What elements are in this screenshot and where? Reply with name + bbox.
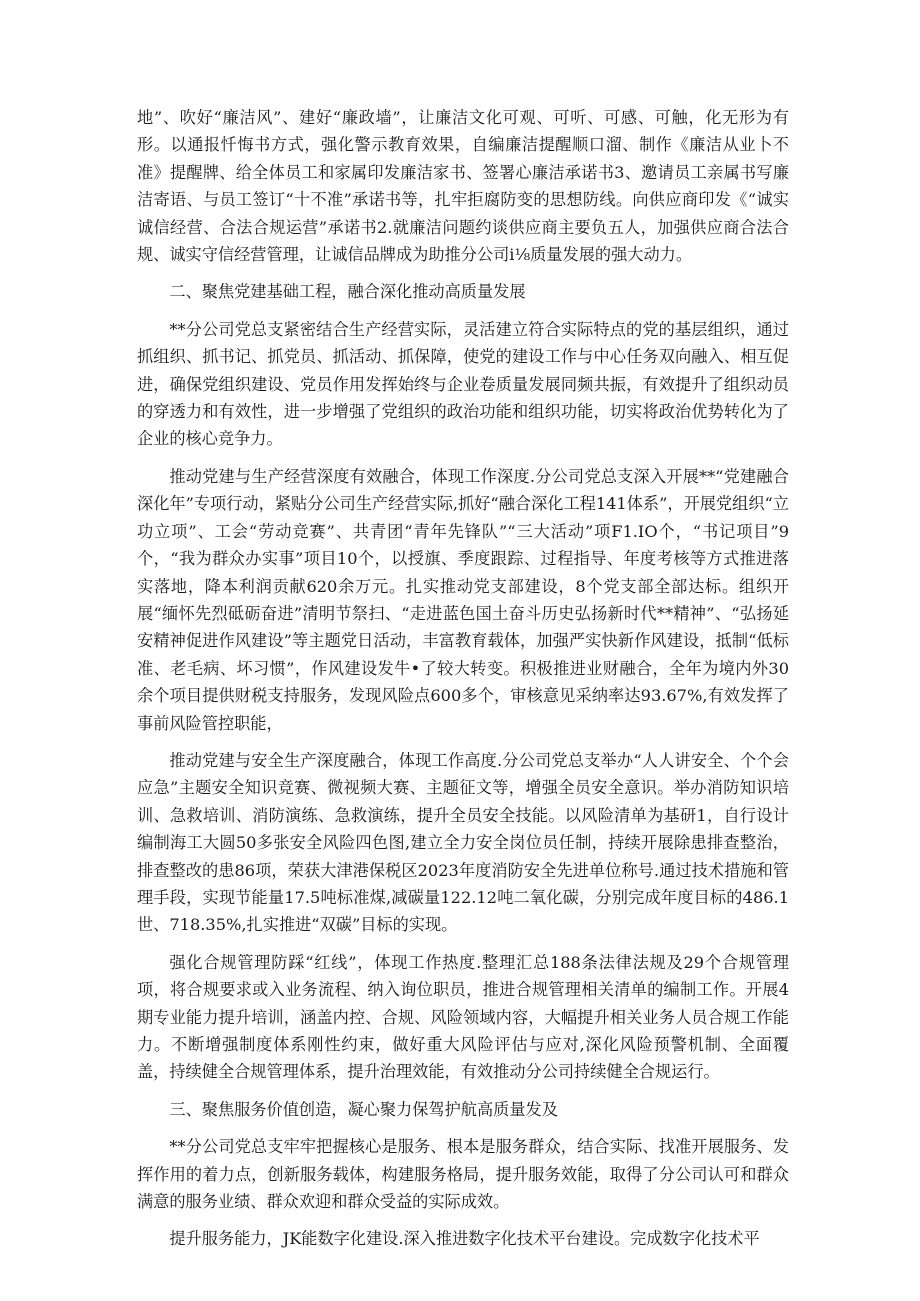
paragraph-party-branch-org: **分公司党总支紧密结合生产经营实际，灵活建立符合实际特点的党的基层组织，通过抓组织、抓书记、抓党员、抓活动、抓保障，使党的建设工作与中心任务双向融入、相互促进，确保党组织建设、党员作用发挥始终与企业卷质量发展同频共振，有效提升了组织动员的穿透力和有效性，进一步增强了党组织的政治功能和组织功能，切实将政治优势转化为了企业的核心竞争力。 xyxy=(137,319,789,449)
section-heading-2: 二、聚焦党建基础工程，融合深化推动高质量发展 xyxy=(169,282,526,302)
paragraph-digitalization: 提升服务能力，JK能数字化建设.深入推进数字化技术平台建设。完成数字化技术平 xyxy=(169,1229,760,1249)
section-heading-3: 三、聚焦服务价值创造，凝心聚力保驾护航高质量发及 xyxy=(169,1099,558,1119)
document-page xyxy=(137,104,789,1263)
paragraph-service-value: **分公司党总支牢牢把握核心是服务、根本是服务群众，结合实际、找准开展服务、发挥作用的着力点，创新服务载体，构建服务格局，提升服务效能，取得了分公司认可和群众满意的服务业绩、群众欢迎和群众受益的实际成效。 xyxy=(137,1137,789,1212)
paragraph-production-integration: 推动党建与生产经营深度有效融合，体现工作深度.分公司党总支深入开展**“党建融合深化年”专项行动，紧贴分公司生产经营实际,抓好“融合深化工程141体系”，开展党组织“立功立项”、工会“劳动竞赛”、共青团“青年先锋队”“三大活动”项F1.IO个，“书记项目”9个，“我为群众办实事”项目10个，以授旗、季度跟踪、过程指导、年度考核等方式推进落实落地，降本利润贡献620余万元。扎实推动党支部建设，8个党支部全部达标。组织开展“缅怀先烈砥砺奋进”清明节祭扫、“走进蓝色国土奋斗历史弘扬新时代**精神”、“弘扬延安精神促进作风建设”等主题党日活动，丰富教育载体，加强严实快新作风建设，抵制“低标准、老毛病、坏习惯”，作风建设发牛•了较大转变。积极推进业财融合，全年为境内外30余个项目提供财税支持服务，发现风险点600多个，审核意见采纳率达93.67%,有效发挥了事前风险管控职能， xyxy=(137,466,789,733)
paragraph-compliance: 强化合规管理防踩“红线”，体现工作热度.整理汇总188条法律法规及29个合规管理项，将合规要求或入业务流程、纳入询位职员，推进合规管理相关清单的编制工作。开展4期专业能力提升培训，涵盖内控、合规、风险领域内容，大幅提升相关业务人员合规工作能力。不断增强制度体系刚性约束，做好重大风险评估与应对,深化风险预警机制、全面覆盖，持续健全合规管理体系，提升治理效能，有效推动分公司持续健全合规运行。 xyxy=(137,952,789,1082)
paragraph-integrity-culture: 地”、吹好“廉洁风”、建好“廉政墙”，让廉洁文化可观、可听、可感、可触，化无形为有形。以通报忏悔书方式，强化警示教育效果，自编廉洁提醒顺口溜、制作《廉洁从业卜不准》提醒牌、给全体员工和家属印发廉洁家书、签署心廉洁承诺书3、邀请员工亲属书写廉洁寄语、与员工签订“十不准”承诺书等，扎牢拒腐防变的思想防线。向供应商印发《“诚实诚信经营、合法合规运营”承诺书2.就廉洁问题约谈供应商主要负五人，加强供应商合法合规、诚实守信经营管理，让诚信品牌成为助推分公司i⅛质量发展的强大动力。 xyxy=(137,108,789,265)
paragraph-safety-integration: 推动党建与安全生产深度融合，体现工作高度.分公司党总支举办“人人讲安全、个个会应急”主题安全知识竞赛、微视频大赛、主题征文等，增强全员安全意识。举办消防知识培训、急救培训、消防演练、急救演练，提升全员安全技能。以风险清单为基研1，自行设计编制海工大圆50多张安全风险四色图,建立全力安全岗位员任制，持续开展除患排查整治，排查整改的患86项，荣获大津港保税区2023年度消防安全先进单位称号.通过技术措施和管理手段，实现节能量17.5吨标准煤,减碳量122.12吨二氧化碳，分别完成年度目标的486.1世、718.35%,扎实推进“双碳”目标的实现。 xyxy=(137,750,789,935)
